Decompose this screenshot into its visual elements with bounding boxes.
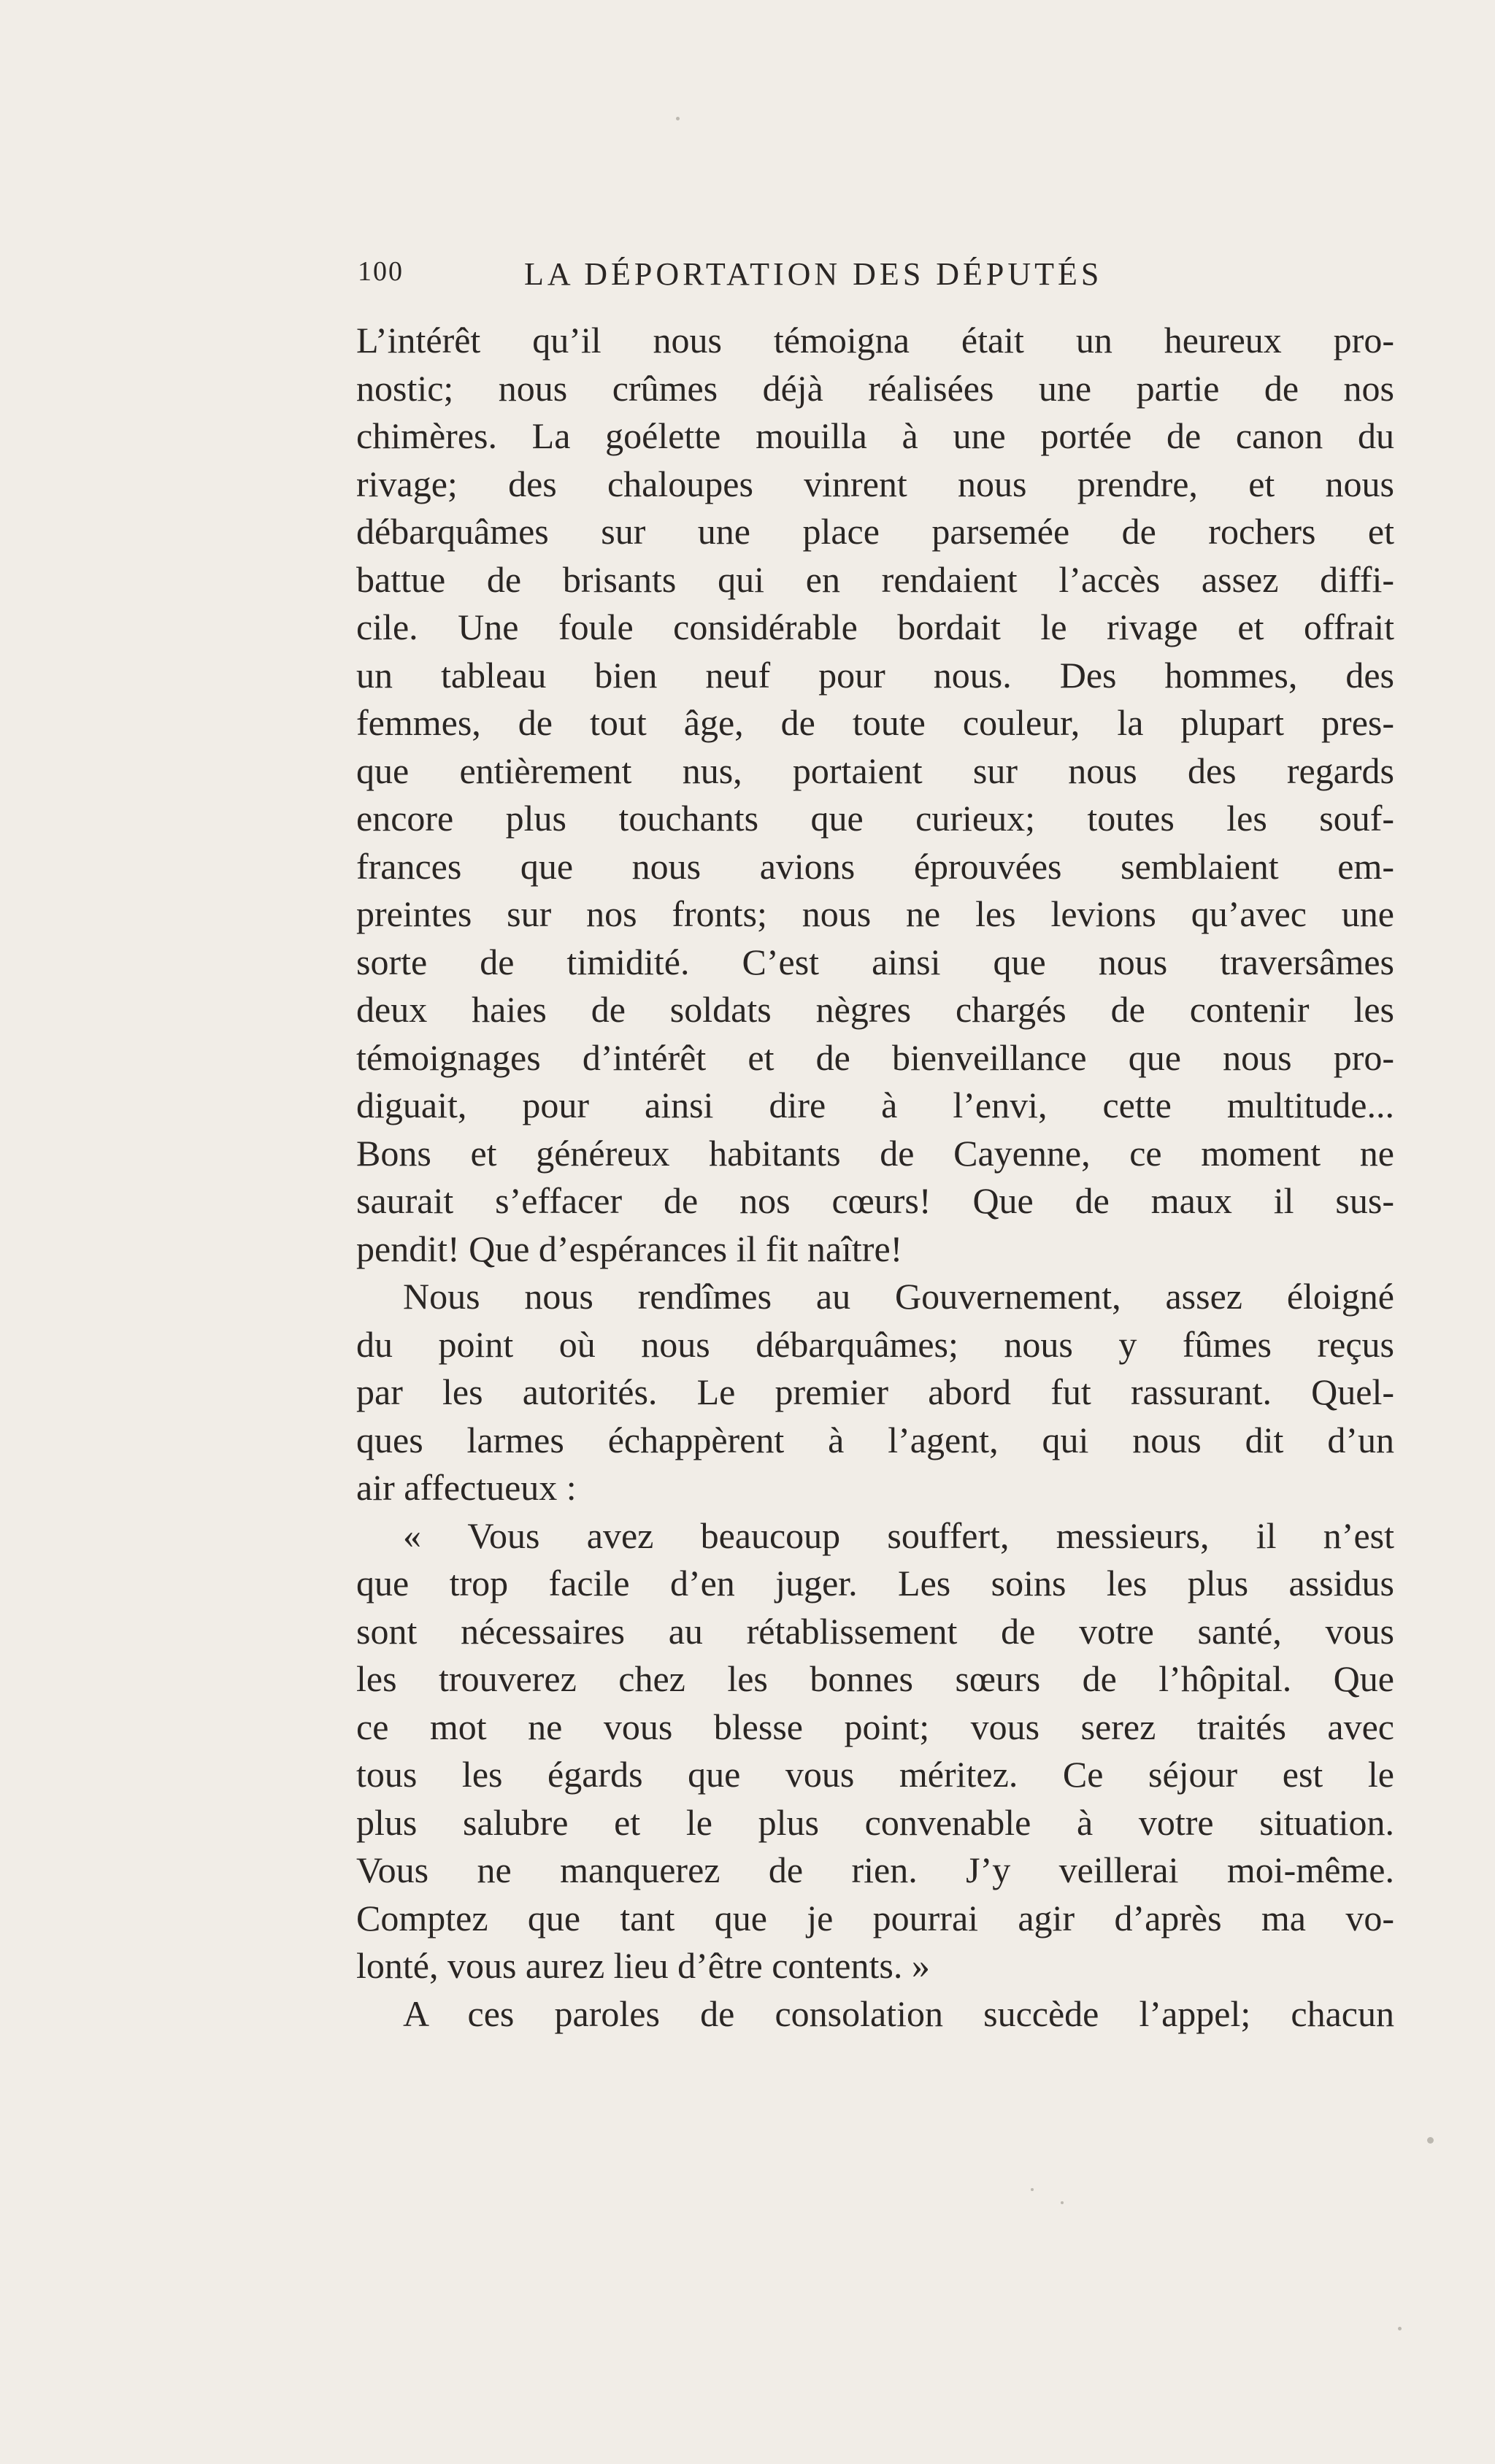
paper-speck: [676, 117, 680, 120]
paragraph-1: [356, 317, 1394, 1273]
text-line: A ces paroles de consolation succède l’appel; chacun: [403, 1993, 1394, 2034]
text-line: rivage; des chaloupes vinrent nous prendre, et nous: [356, 463, 1394, 504]
paper-speck: [1061, 2201, 1064, 2204]
text-line: « Vous avez beaucoup souffert, messieurs, il n’est: [403, 1514, 1394, 1556]
text-line: encore plus touchants que curieux; toutes les souf-: [356, 798, 1394, 839]
text-line: lonté, vous aurez lieu d’être contents. »: [356, 1945, 930, 1986]
paper-speck: [1031, 2188, 1034, 2191]
text-line: battue de brisants qui en rendaient l’accès assez diffi-: [356, 558, 1394, 600]
text-line: témoignages d’intérêt et de bienveillance que nous pro-: [356, 1036, 1394, 1078]
text-line: Comptez que tant que je pourrai agir d’après ma vo-: [356, 1897, 1394, 1939]
text-line: débarquâmes sur une place parsemée de rochers et: [356, 511, 1394, 552]
text-line: air affectueux :: [356, 1467, 577, 1508]
page-header: [358, 255, 1394, 299]
text-line: Bons et généreux habitants de Cayenne, ce moment ne: [356, 1132, 1394, 1174]
text-line: sont nécessaires au rétablissement de votre santé, vous: [356, 1610, 1394, 1652]
paper-speck: [1427, 2137, 1434, 2144]
paragraph-4: [356, 1990, 1394, 2038]
text-line: preintes sur nos fronts; nous ne les levions qu’avec une: [356, 893, 1394, 934]
page-number: 100: [358, 256, 404, 287]
paragraph-3-quotation: [356, 1512, 1394, 1990]
text-line: cile. Une foule considérable bordait le rivage et offrait: [356, 607, 1394, 647]
paper-speck: [1398, 2327, 1402, 2330]
text-line: saurait s’effacer de nos cœurs! Que de maux il sus-: [356, 1180, 1394, 1221]
text-line: chimères. La goélette mouilla à une portée de canon du: [356, 415, 1394, 456]
text-line: tous les égards que vous méritez. Ce séjour est le: [356, 1754, 1394, 1795]
text-line: Vous ne manquerez de rien. J’y veillerai moi-même.: [356, 1849, 1394, 1890]
text-line: ce mot ne vous blesse point; vous serez traités avec: [356, 1706, 1394, 1747]
text-line: nostic; nous crûmes déjà réalisées une partie de nos: [356, 367, 1394, 409]
text-line: L’intérêt qu’il nous témoigna était un heureux pro-: [356, 320, 1394, 361]
running-title: LA DÉPORTATION DES DÉPUTÉS: [524, 256, 1103, 292]
paragraph-2: [356, 1273, 1394, 1512]
text-line: pendit! Que d’espérances il fit naître!: [356, 1228, 903, 1269]
text-line: un tableau bien neuf pour nous. Des hommes, des: [356, 654, 1394, 696]
text-line: femmes, de tout âge, de toute couleur, la plupart pres-: [356, 702, 1394, 743]
text-line: que trop facile d’en juger. Les soins les plus assidus: [356, 1563, 1394, 1603]
text-line: frances que nous avions éprouvées semblaient em-: [356, 845, 1394, 887]
text-line: Nous nous rendîmes au Gouvernement, assez éloigné: [403, 1276, 1394, 1317]
text-line: par les autorités. Le premier abord fut rassurant. Quel-: [356, 1371, 1394, 1412]
body-text: [356, 317, 1394, 2038]
text-line: du point où nous débarquâmes; nous y fûmes reçus: [356, 1323, 1394, 1365]
text-line: les trouverez chez les bonnes sœurs de l’hôpital. Que: [356, 1658, 1394, 1699]
text-line: ques larmes échappèrent à l’agent, qui nous dit d’un: [356, 1419, 1394, 1460]
text-line: sorte de timidité. C’est ainsi que nous traversâmes: [356, 941, 1394, 982]
text-line: que entièrement nus, portaient sur nous des regards: [356, 750, 1394, 791]
text-line: plus salubre et le plus convenable à votre situation.: [356, 1801, 1394, 1843]
text-line: deux haies de soldats nègres chargés de contenir les: [356, 989, 1394, 1030]
text-line: diguait, pour ainsi dire à l’envi, cette multitude...: [356, 1085, 1394, 1125]
